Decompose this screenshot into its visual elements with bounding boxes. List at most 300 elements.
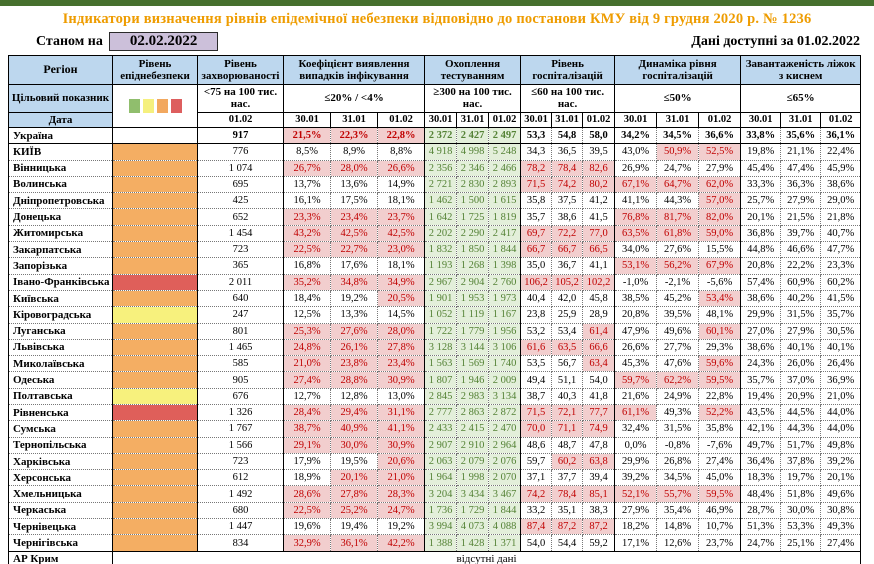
table-row [9,502,861,518]
hosp-value: 54,4 [552,535,583,551]
dyn-value: 0,0% [615,437,657,453]
coef-value: 16,1% [284,193,331,209]
testing-value: 1 953 [457,290,489,306]
incidence-value: 1 492 [198,486,284,502]
danger-level-cell [113,193,198,209]
region-name: Тернопільська [9,437,113,453]
testing-value: 1 569 [457,356,489,372]
testing-value: 1 807 [425,372,457,388]
coef-value: 8,5% [284,144,331,160]
hosp-value: 33,2 [521,502,552,518]
dyn-value: 53,4% [699,290,741,306]
testing-value: 3 106 [489,339,521,355]
beds-value: 28,7% [741,502,781,518]
coef-value: 18,9% [284,470,331,486]
target-testing: ≥300 на 100 тис. нас. [425,85,521,113]
dyn-value: 59,0% [699,225,741,241]
danger-level-cell [113,535,198,551]
coef-value: 30,9% [378,437,425,453]
hosp-value: 58,0 [583,127,615,143]
dyn-value: 62,0% [699,176,741,192]
hosp-value: 36,7 [552,258,583,274]
coef-value: 27,4% [284,372,331,388]
dyn-value: 24,7% [657,160,699,176]
hosp-value: 71,5 [521,176,552,192]
region-name: Кіровоградська [9,307,113,323]
beds-value: 27,9% [781,323,821,339]
beds-value: 21,0% [821,388,861,404]
coef-value: 42,5% [331,225,378,241]
hosp-value: 25,9 [552,307,583,323]
coef-value: 32,9% [284,535,331,551]
beds-value: 38,6% [741,339,781,355]
beds-value: 40,7% [821,225,861,241]
table-row [9,242,861,258]
coef-value: 22,5% [284,502,331,518]
coef-value: 28,0% [331,160,378,176]
coef-value: 21,5% [284,127,331,143]
hosp-value: 77,0 [583,225,615,241]
col-header-coef: Коефіцієнт виявлення випадків інфікування [284,56,425,85]
hosp-value: 59,2 [583,535,615,551]
date-cell: 01.02 [699,112,741,127]
testing-value: 2 721 [425,176,457,192]
testing-value: 2 907 [425,437,457,453]
coef-value: 19,2% [331,290,378,306]
date-cell: 31.01 [457,112,489,127]
dyn-value: 35,4% [657,502,699,518]
table-row [9,160,861,176]
legend-color-swatch [143,99,154,113]
hosp-value: 35,0 [521,258,552,274]
coef-value: 19,6% [284,519,331,535]
testing-value: 1 167 [489,307,521,323]
hosp-value: 38,6 [552,209,583,225]
dyn-value: 46,9% [699,502,741,518]
hosp-value: 66,7 [521,242,552,258]
dyn-value: 20,8% [615,307,657,323]
beds-value: 57,4% [741,274,781,290]
coef-value: 34,8% [331,274,378,290]
region-name: Івано-Франківська [9,274,113,290]
hosp-value: 78,4 [552,160,583,176]
date-cell: 01.02 [489,112,521,127]
hosp-value: 45,8 [583,290,615,306]
danger-level-cell [113,242,198,258]
beds-value: 44,5% [781,404,821,420]
coef-value: 13,7% [284,176,331,192]
testing-value: 2 079 [457,453,489,469]
table-header [9,56,861,128]
testing-value: 1 850 [457,242,489,258]
hosp-value: 35,8 [521,193,552,209]
hosp-value: 72,2 [552,225,583,241]
testing-value: 2 063 [425,453,457,469]
dyn-value: -0,8% [657,437,699,453]
beds-value: 48,4% [741,486,781,502]
danger-level-cell [113,421,198,437]
table-row [9,339,861,355]
coef-value: 18,4% [284,290,331,306]
incidence-value: 1 566 [198,437,284,453]
hosp-value: 40,3 [552,388,583,404]
beds-value: 21,5% [781,209,821,225]
testing-value: 2 845 [425,388,457,404]
dyn-value: 55,7% [657,486,699,502]
coef-value: 18,1% [378,258,425,274]
testing-value: 2 417 [489,225,521,241]
coef-value: 23,7% [378,209,425,225]
target-incidence: <75 на 100 тис. нас. [198,85,284,113]
incidence-value: 612 [198,470,284,486]
table-row [9,453,861,469]
coef-value: 19,4% [331,519,378,535]
dyn-value: 43,0% [615,144,657,160]
beds-value: 44,0% [821,421,861,437]
dyn-value: 61,8% [657,225,699,241]
coef-value: 31,1% [378,404,425,420]
hosp-value: 41,8 [583,388,615,404]
hosp-value: 66,7 [552,242,583,258]
dyn-value: 59,5% [699,486,741,502]
testing-value: 2 372 [425,127,457,143]
beds-value: 33,8% [741,127,781,143]
hosp-value: 34,3 [521,144,552,160]
testing-value: 3 434 [457,486,489,502]
beds-value: 39,2% [821,453,861,469]
danger-level-cell [113,307,198,323]
region-name: Рівненська [9,404,113,420]
beds-value: 38,6% [821,176,861,192]
beds-value: 25,1% [781,535,821,551]
hosp-value: 87,2 [552,519,583,535]
danger-level-cell [113,437,198,453]
dyn-value: 23,7% [699,535,741,551]
coef-value: 28,8% [331,372,378,388]
testing-value: 1 736 [425,502,457,518]
danger-level-cell [113,388,198,404]
testing-value: 1 779 [457,323,489,339]
beds-value: 25,7% [741,193,781,209]
incidence-value: 834 [198,535,284,551]
danger-level-cell [113,356,198,372]
testing-value: 1 193 [425,258,457,274]
dyn-value: -2,1% [657,274,699,290]
danger-level-cell [113,258,198,274]
dyn-value: 18,2% [615,519,657,535]
dyn-value: 27,6% [657,242,699,258]
hosp-value: 53,5 [521,356,552,372]
dyn-value: 64,7% [657,176,699,192]
beds-value: 36,8% [741,225,781,241]
region-name: Житомирська [9,225,113,241]
testing-value: 1 615 [489,193,521,209]
hosp-value: 53,3 [521,127,552,143]
date-cell: 01.02 [821,112,861,127]
testing-value: 5 248 [489,144,521,160]
date-cell: 30.01 [741,112,781,127]
date-cell: 31.01 [331,112,378,127]
hosp-value: 39,4 [583,470,615,486]
coef-value: 38,7% [284,421,331,437]
coef-value: 28,0% [378,323,425,339]
hosp-value: 59,7 [521,453,552,469]
beds-value: 20,9% [781,388,821,404]
beds-value: 53,3% [781,519,821,535]
date-cell: 30.01 [425,112,457,127]
dyn-value: 61,1% [615,404,657,420]
incidence-value: 905 [198,372,284,388]
hosp-value: 69,7 [521,225,552,241]
dyn-value: 34,5% [657,127,699,143]
dyn-value: 48,1% [699,307,741,323]
hosp-value: 35,7 [521,209,552,225]
dyn-value: 24,9% [657,388,699,404]
coef-value: 20,5% [378,290,425,306]
testing-value: 1 398 [489,258,521,274]
beds-value: 37,8% [781,453,821,469]
beds-value: 29,0% [821,193,861,209]
incidence-value: 801 [198,323,284,339]
coef-value: 27,8% [331,486,378,502]
testing-value: 1 832 [425,242,457,258]
beds-value: 27,4% [821,535,861,551]
incidence-value: 1 074 [198,160,284,176]
incidence-value: 917 [198,127,284,143]
testing-value: 1 956 [489,323,521,339]
coef-value: 21,0% [378,470,425,486]
table-row [9,176,861,192]
beds-value: 42,1% [741,421,781,437]
date-cell: 01.02 [198,112,284,127]
legend-color-swatch [171,99,182,113]
dyn-value: 49,6% [657,323,699,339]
region-name: Херсонська [9,470,113,486]
testing-value: 2 830 [457,176,489,192]
target-beds: ≤65% [741,85,861,113]
testing-value: 2 356 [425,160,457,176]
testing-value: 1 428 [457,535,489,551]
dyn-value: 34,2% [615,127,657,143]
testing-value: 1 500 [457,193,489,209]
dyn-value: 47,6% [657,356,699,372]
hosp-value: 87,2 [583,519,615,535]
hosp-value: 71,1 [552,421,583,437]
coef-value: 22,5% [284,242,331,258]
incidence-value: 680 [198,502,284,518]
beds-value: 22,4% [821,144,861,160]
dyn-value: 29,3% [699,339,741,355]
table-body [9,127,861,564]
testing-value: 2 466 [489,160,521,176]
hosp-value: 23,8 [521,307,552,323]
region-name: Волинська [9,176,113,192]
target-coef: ≤20% / <4% [284,85,425,113]
hosp-value: 54,8 [552,127,583,143]
testing-value: 2 202 [425,225,457,241]
dyn-value: 45,2% [657,290,699,306]
table-row [9,209,861,225]
dyn-value: 44,3% [657,193,699,209]
coef-value: 25,2% [331,502,378,518]
hosp-value: 80,2 [583,176,615,192]
coef-value: 26,6% [378,160,425,176]
beds-value: 49,7% [741,437,781,453]
coef-value: 12,8% [331,388,378,404]
table-row [9,470,861,486]
coef-value: 13,0% [378,388,425,404]
danger-level-cell [113,339,198,355]
hosp-value: 36,5 [552,144,583,160]
hosp-value: 85,1 [583,486,615,502]
beds-value: 18,3% [741,470,781,486]
incidence-value: 1 465 [198,339,284,355]
incidence-value: 1 767 [198,421,284,437]
testing-value: 1 462 [425,193,457,209]
col-header-testing: Охоплення тестуванням [425,56,521,85]
beds-value: 47,4% [781,160,821,176]
dyn-value: 52,5% [699,144,741,160]
dyn-value: 27,9% [699,160,741,176]
beds-value: 30,0% [781,502,821,518]
table-row [9,519,861,535]
region-name: Одеська [9,372,113,388]
hosp-value: 37,5 [552,193,583,209]
region-name: Луганська [9,323,113,339]
coef-value: 21,0% [284,356,331,372]
hosp-value: 63,4 [583,356,615,372]
region-name: Полтавська [9,388,113,404]
hosp-value: 53,2 [521,323,552,339]
dyn-value: 57,0% [699,193,741,209]
col-header-hosp: Рівень госпіталізацій [521,56,615,85]
beds-value: 21,8% [821,209,861,225]
coef-value: 22,8% [378,127,425,143]
testing-value: 2 076 [489,453,521,469]
hosp-value: 106,2 [521,274,552,290]
dyn-value: 82,0% [699,209,741,225]
testing-value: 1 844 [489,502,521,518]
region-name: КИЇВ [9,144,113,160]
beds-value: 19,7% [781,470,821,486]
hosp-value: 39,5 [583,144,615,160]
dyn-value: 17,1% [615,535,657,551]
hosp-value: 38,7 [521,388,552,404]
testing-value: 3 144 [457,339,489,355]
incidence-value: 585 [198,356,284,372]
beds-value: 26,0% [781,356,821,372]
legend-color-swatch [157,99,168,113]
dyn-value: 34,5% [657,470,699,486]
coef-value: 16,8% [284,258,331,274]
coef-value: 20,1% [331,470,378,486]
region-name: Харківська [9,453,113,469]
danger-level-cell [113,486,198,502]
region-name: Вінницька [9,160,113,176]
table-row [9,535,861,551]
beds-value: 35,6% [781,127,821,143]
table-row [9,225,861,241]
coef-value: 12,7% [284,388,331,404]
date-cell: 30.01 [615,112,657,127]
danger-level-cell [113,290,198,306]
dyn-value: 50,9% [657,144,699,160]
testing-value: 2 893 [489,176,521,192]
col-header-beds: Завантаженість ліжок з киснем [741,56,861,85]
coef-value: 8,8% [378,144,425,160]
beds-value: 51,7% [781,437,821,453]
hosp-value: 63,5 [552,339,583,355]
dyn-value: 26,9% [615,160,657,176]
coef-value: 30,9% [378,372,425,388]
coef-value: 19,5% [331,453,378,469]
region-name: Київська [9,290,113,306]
testing-value: 3 134 [489,388,521,404]
table-row [9,421,861,437]
coef-value: 23,4% [331,209,378,225]
testing-value: 3 994 [425,519,457,535]
region-name: АР Крим [9,551,113,564]
coef-value: 42,2% [378,535,425,551]
region-name: Миколаївська [9,356,113,372]
incidence-value: 2 011 [198,274,284,290]
beds-value: 49,8% [821,437,861,453]
date-row-label: Дата [9,112,113,127]
danger-level-cell [113,470,198,486]
beds-value: 30,8% [821,502,861,518]
dyn-value: 81,7% [657,209,699,225]
beds-value: 23,3% [821,258,861,274]
incidence-value: 640 [198,290,284,306]
hosp-value: 74,2 [521,486,552,502]
incidence-value: 365 [198,258,284,274]
beds-value: 44,3% [781,421,821,437]
dyn-value: 29,9% [615,453,657,469]
incidence-value: 425 [198,193,284,209]
danger-level-cell [113,404,198,420]
testing-value: 1 998 [457,470,489,486]
hosp-value: 54,0 [583,372,615,388]
hosp-value: 49,4 [521,372,552,388]
incidence-value: 695 [198,176,284,192]
hosp-value: 41,5 [583,209,615,225]
incidence-value: 676 [198,388,284,404]
hosp-value: 54,0 [521,535,552,551]
beds-value: 19,4% [741,388,781,404]
testing-value: 1 642 [425,209,457,225]
beds-value: 60,9% [781,274,821,290]
table-row-no-data [9,551,861,564]
coef-value: 19,2% [378,519,425,535]
coef-value: 25,3% [284,323,331,339]
beds-value: 33,3% [741,176,781,192]
hosp-value: 66,5 [583,242,615,258]
testing-value: 2 967 [425,274,457,290]
coef-value: 29,4% [331,404,378,420]
incidence-value: 1 454 [198,225,284,241]
dyn-value: 45,0% [699,470,741,486]
beds-value: 44,8% [741,242,781,258]
beds-value: 40,1% [821,339,861,355]
testing-value: 2 433 [425,421,457,437]
hosp-value: 41,2 [583,193,615,209]
indicators-table [8,55,861,564]
hosp-value: 51,1 [552,372,583,388]
danger-level-cell [113,176,198,192]
beds-value: 27,0% [741,323,781,339]
hosp-value: 78,2 [521,160,552,176]
incidence-value: 723 [198,453,284,469]
